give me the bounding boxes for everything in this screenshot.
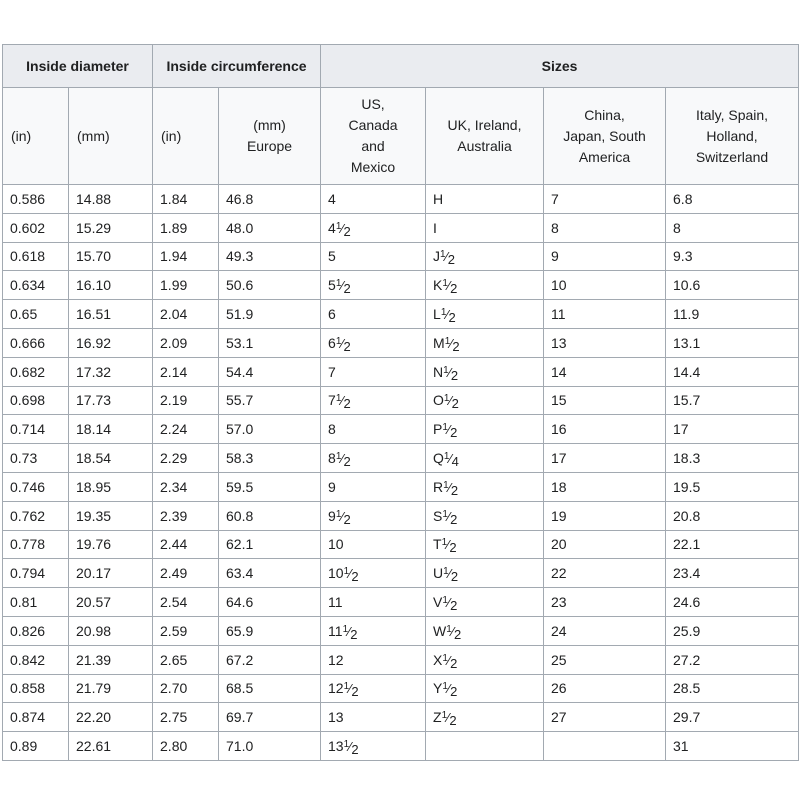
cell-diameter-in: 0.634 [3,271,69,300]
cell-diameter-mm: 21.39 [69,645,153,674]
cell-diameter-mm: 14.88 [69,185,153,214]
cell-size-us: 121⁄2 [321,674,426,703]
cell-circumference-in: 2.70 [153,674,219,703]
cell-diameter-in: 0.858 [3,674,69,703]
cell-circumference-in: 2.80 [153,732,219,761]
table-row [3,415,799,444]
cell-size-uk: U1⁄2 [426,559,544,588]
cell-size-us: 61⁄2 [321,328,426,357]
cell-circumference-in: 2.75 [153,703,219,732]
cell-size-china: 14 [544,357,666,386]
fraction-glyph: 1⁄2 [335,278,351,297]
cell-circumference-in: 1.99 [153,271,219,300]
cell-diameter-in: 0.81 [3,588,69,617]
cell-size-italy: 15.7 [666,386,799,415]
table-row [3,242,799,271]
cell-size-italy: 13.1 [666,328,799,357]
cell-diameter-mm: 17.73 [69,386,153,415]
fraction-glyph: 1⁄2 [443,566,459,585]
fraction-glyph: 1⁄2 [442,595,458,614]
cell-size-us: 111⁄2 [321,616,426,645]
col-size-us-canada-mexico: US, Canada and Mexico [321,88,426,185]
cell-size-italy: 22.1 [666,530,799,559]
cell-circumference-in: 2.09 [153,328,219,357]
ring-size-table [2,44,799,761]
cell-size-us: 7 [321,357,426,386]
cell-size-china: 8 [544,213,666,242]
cell-size-uk: H [426,185,544,214]
cell-circumference-mm: 64.6 [219,588,321,617]
cell-size-china: 24 [544,616,666,645]
cell-circumference-mm: 69.7 [219,703,321,732]
cell-diameter-in: 0.794 [3,559,69,588]
cell-size-china: 20 [544,530,666,559]
cell-size-us: 81⁄2 [321,444,426,473]
cell-size-italy: 23.4 [666,559,799,588]
cell-size-italy: 20.8 [666,501,799,530]
cell-size-italy: 17 [666,415,799,444]
cell-size-china: 27 [544,703,666,732]
fraction-glyph: 1⁄2 [343,566,359,585]
fraction-glyph: 1⁄2 [443,364,459,383]
cell-size-italy: 11.9 [666,300,799,329]
cell-circumference-mm: 57.0 [219,415,321,444]
cell-size-uk: S1⁄2 [426,501,544,530]
cell-size-china: 19 [544,501,666,530]
fraction-glyph: 1⁄2 [444,335,460,354]
table-row [3,645,799,674]
cell-size-italy: 14.4 [666,357,799,386]
fraction-glyph: 1⁄2 [335,451,351,470]
cell-size-uk: I [426,213,544,242]
col-size-china-japan-south-america: China, Japan, South America [544,88,666,185]
cell-size-us: 12 [321,645,426,674]
cell-diameter-in: 0.89 [3,732,69,761]
cell-diameter-mm: 18.54 [69,444,153,473]
col-circumference-in: (in) [153,88,219,185]
cell-diameter-mm: 17.32 [69,357,153,386]
fraction-glyph: 1⁄2 [335,335,351,354]
cell-circumference-in: 1.84 [153,185,219,214]
cell-circumference-mm: 67.2 [219,645,321,674]
cell-circumference-in: 2.29 [153,444,219,473]
fraction-glyph: 1⁄2 [335,220,351,239]
cell-size-china: 16 [544,415,666,444]
cell-diameter-mm: 20.17 [69,559,153,588]
cell-diameter-mm: 19.35 [69,501,153,530]
cell-size-us: 101⁄2 [321,559,426,588]
cell-diameter-in: 0.842 [3,645,69,674]
cell-diameter-mm: 22.20 [69,703,153,732]
cell-circumference-mm: 68.5 [219,674,321,703]
cell-circumference-mm: 59.5 [219,472,321,501]
cell-size-italy: 29.7 [666,703,799,732]
fraction-glyph: 1⁄2 [442,278,458,297]
cell-diameter-in: 0.746 [3,472,69,501]
cell-circumference-mm: 65.9 [219,616,321,645]
cell-size-uk: L1⁄2 [426,300,544,329]
header-column-row [3,88,799,185]
cell-circumference-mm: 55.7 [219,386,321,415]
header-group-row [3,45,799,88]
cell-size-uk: V1⁄2 [426,588,544,617]
cell-size-uk: N1⁄2 [426,357,544,386]
fraction-glyph: 1⁄4 [443,451,459,470]
fraction-glyph: 1⁄2 [441,537,457,556]
cell-circumference-in: 2.59 [153,616,219,645]
cell-circumference-mm: 62.1 [219,530,321,559]
cell-size-china: 9 [544,242,666,271]
cell-size-italy: 18.3 [666,444,799,473]
cell-size-uk: Y1⁄2 [426,674,544,703]
cell-size-us: 131⁄2 [321,732,426,761]
cell-diameter-in: 0.826 [3,616,69,645]
table-row [3,501,799,530]
cell-circumference-mm: 60.8 [219,501,321,530]
cell-size-uk: J1⁄2 [426,242,544,271]
cell-size-us: 9 [321,472,426,501]
cell-size-uk: X1⁄2 [426,645,544,674]
table-row [3,588,799,617]
cell-size-us: 8 [321,415,426,444]
cell-circumference-in: 2.54 [153,588,219,617]
cell-diameter-mm: 21.79 [69,674,153,703]
cell-circumference-mm: 46.8 [219,185,321,214]
fraction-glyph: 1⁄2 [442,681,458,700]
fraction-glyph: 1⁄2 [441,710,457,729]
fraction-glyph: 1⁄2 [335,508,351,527]
cell-size-china: 17 [544,444,666,473]
cell-diameter-in: 0.682 [3,357,69,386]
col-diameter-in: (in) [3,88,69,185]
cell-size-italy: 6.8 [666,185,799,214]
cell-size-italy: 28.5 [666,674,799,703]
cell-diameter-in: 0.618 [3,242,69,271]
fraction-glyph: 1⁄2 [442,652,458,671]
cell-size-us: 51⁄2 [321,271,426,300]
cell-size-china: 15 [544,386,666,415]
fraction-glyph: 1⁄2 [446,623,462,642]
table-row [3,472,799,501]
cell-circumference-mm: 54.4 [219,357,321,386]
cell-size-uk: K1⁄2 [426,271,544,300]
cell-size-us: 71⁄2 [321,386,426,415]
cell-diameter-mm: 18.95 [69,472,153,501]
cell-circumference-mm: 51.9 [219,300,321,329]
table-row [3,732,799,761]
cell-size-china: 26 [544,674,666,703]
cell-size-china: 23 [544,588,666,617]
table-row [3,328,799,357]
cell-diameter-mm: 20.57 [69,588,153,617]
table-body [3,185,799,761]
cell-circumference-mm: 50.6 [219,271,321,300]
table-row [3,674,799,703]
cell-size-uk: Z1⁄2 [426,703,544,732]
cell-size-us: 5 [321,242,426,271]
cell-size-us: 91⁄2 [321,501,426,530]
cell-size-italy: 25.9 [666,616,799,645]
cell-size-china: 22 [544,559,666,588]
table-row [3,300,799,329]
fraction-glyph: 1⁄2 [443,393,459,412]
cell-diameter-mm: 19.76 [69,530,153,559]
cell-diameter-mm: 15.70 [69,242,153,271]
cell-size-china: 7 [544,185,666,214]
cell-diameter-in: 0.602 [3,213,69,242]
col-size-italy-spain-holland-switzerland: Italy, Spain, Holland, Switzerland [666,88,799,185]
cell-diameter-mm: 22.61 [69,732,153,761]
cell-circumference-in: 2.24 [153,415,219,444]
cell-size-uk: W1⁄2 [426,616,544,645]
cell-circumference-mm: 49.3 [219,242,321,271]
cell-circumference-mm: 48.0 [219,213,321,242]
cell-circumference-in: 2.39 [153,501,219,530]
fraction-glyph: 1⁄2 [440,249,455,268]
table-row [3,444,799,473]
cell-size-uk: R1⁄2 [426,472,544,501]
table-row [3,559,799,588]
cell-size-uk: T1⁄2 [426,530,544,559]
cell-diameter-in: 0.778 [3,530,69,559]
table-row [3,703,799,732]
table-row [3,616,799,645]
cell-diameter-in: 0.874 [3,703,69,732]
cell-size-us: 10 [321,530,426,559]
cell-size-us: 11 [321,588,426,617]
col-circumference-mm-europe: (mm) Europe [219,88,321,185]
fraction-glyph: 1⁄2 [343,739,359,758]
cell-circumference-in: 2.14 [153,357,219,386]
table-row [3,530,799,559]
header-sizes: Sizes [321,45,799,88]
cell-circumference-in: 2.49 [153,559,219,588]
fraction-glyph: 1⁄2 [335,393,351,412]
cell-diameter-in: 0.586 [3,185,69,214]
cell-diameter-mm: 20.98 [69,616,153,645]
cell-diameter-in: 0.65 [3,300,69,329]
cell-diameter-mm: 15.29 [69,213,153,242]
cell-size-china: 11 [544,300,666,329]
fraction-glyph: 1⁄2 [442,508,458,527]
cell-size-uk: P1⁄2 [426,415,544,444]
cell-circumference-in: 2.34 [153,472,219,501]
table-row [3,185,799,214]
table-row [3,386,799,415]
cell-size-uk [426,732,544,761]
cell-size-uk: O1⁄2 [426,386,544,415]
table-row [3,271,799,300]
cell-diameter-in: 0.714 [3,415,69,444]
col-diameter-mm: (mm) [69,88,153,185]
cell-diameter-mm: 16.92 [69,328,153,357]
cell-circumference-mm: 53.1 [219,328,321,357]
header-inside-circumference: Inside circumference [153,45,321,88]
cell-size-italy: 10.6 [666,271,799,300]
cell-circumference-mm: 58.3 [219,444,321,473]
fraction-glyph: 1⁄2 [342,623,358,642]
cell-size-italy: 24.6 [666,588,799,617]
cell-circumference-in: 1.89 [153,213,219,242]
cell-circumference-mm: 71.0 [219,732,321,761]
cell-size-us: 41⁄2 [321,213,426,242]
table-row [3,357,799,386]
cell-circumference-in: 2.65 [153,645,219,674]
cell-size-china: 10 [544,271,666,300]
fraction-glyph: 1⁄2 [443,479,459,498]
cell-circumference-in: 1.94 [153,242,219,271]
header-inside-diameter: Inside diameter [3,45,153,88]
cell-size-china: 13 [544,328,666,357]
table-row [3,213,799,242]
cell-size-us: 13 [321,703,426,732]
cell-diameter-in: 0.698 [3,386,69,415]
cell-size-italy: 8 [666,213,799,242]
cell-size-us: 6 [321,300,426,329]
fraction-glyph: 1⁄2 [442,422,458,441]
cell-diameter-mm: 18.14 [69,415,153,444]
cell-size-italy: 27.2 [666,645,799,674]
cell-size-italy: 9.3 [666,242,799,271]
cell-size-china: 18 [544,472,666,501]
col-size-uk-ireland-australia: UK, Ireland, Australia [426,88,544,185]
cell-size-china [544,732,666,761]
cell-size-uk: Q1⁄4 [426,444,544,473]
cell-size-italy: 19.5 [666,472,799,501]
cell-circumference-mm: 63.4 [219,559,321,588]
fraction-glyph: 1⁄2 [440,307,456,326]
cell-diameter-in: 0.73 [3,444,69,473]
cell-circumference-in: 2.44 [153,530,219,559]
cell-circumference-in: 2.04 [153,300,219,329]
cell-size-uk: M1⁄2 [426,328,544,357]
fraction-glyph: 1⁄2 [343,681,359,700]
cell-circumference-in: 2.19 [153,386,219,415]
cell-size-us: 4 [321,185,426,214]
cell-size-china: 25 [544,645,666,674]
cell-size-italy: 31 [666,732,799,761]
cell-diameter-in: 0.666 [3,328,69,357]
cell-diameter-in: 0.762 [3,501,69,530]
cell-diameter-mm: 16.51 [69,300,153,329]
cell-diameter-mm: 16.10 [69,271,153,300]
